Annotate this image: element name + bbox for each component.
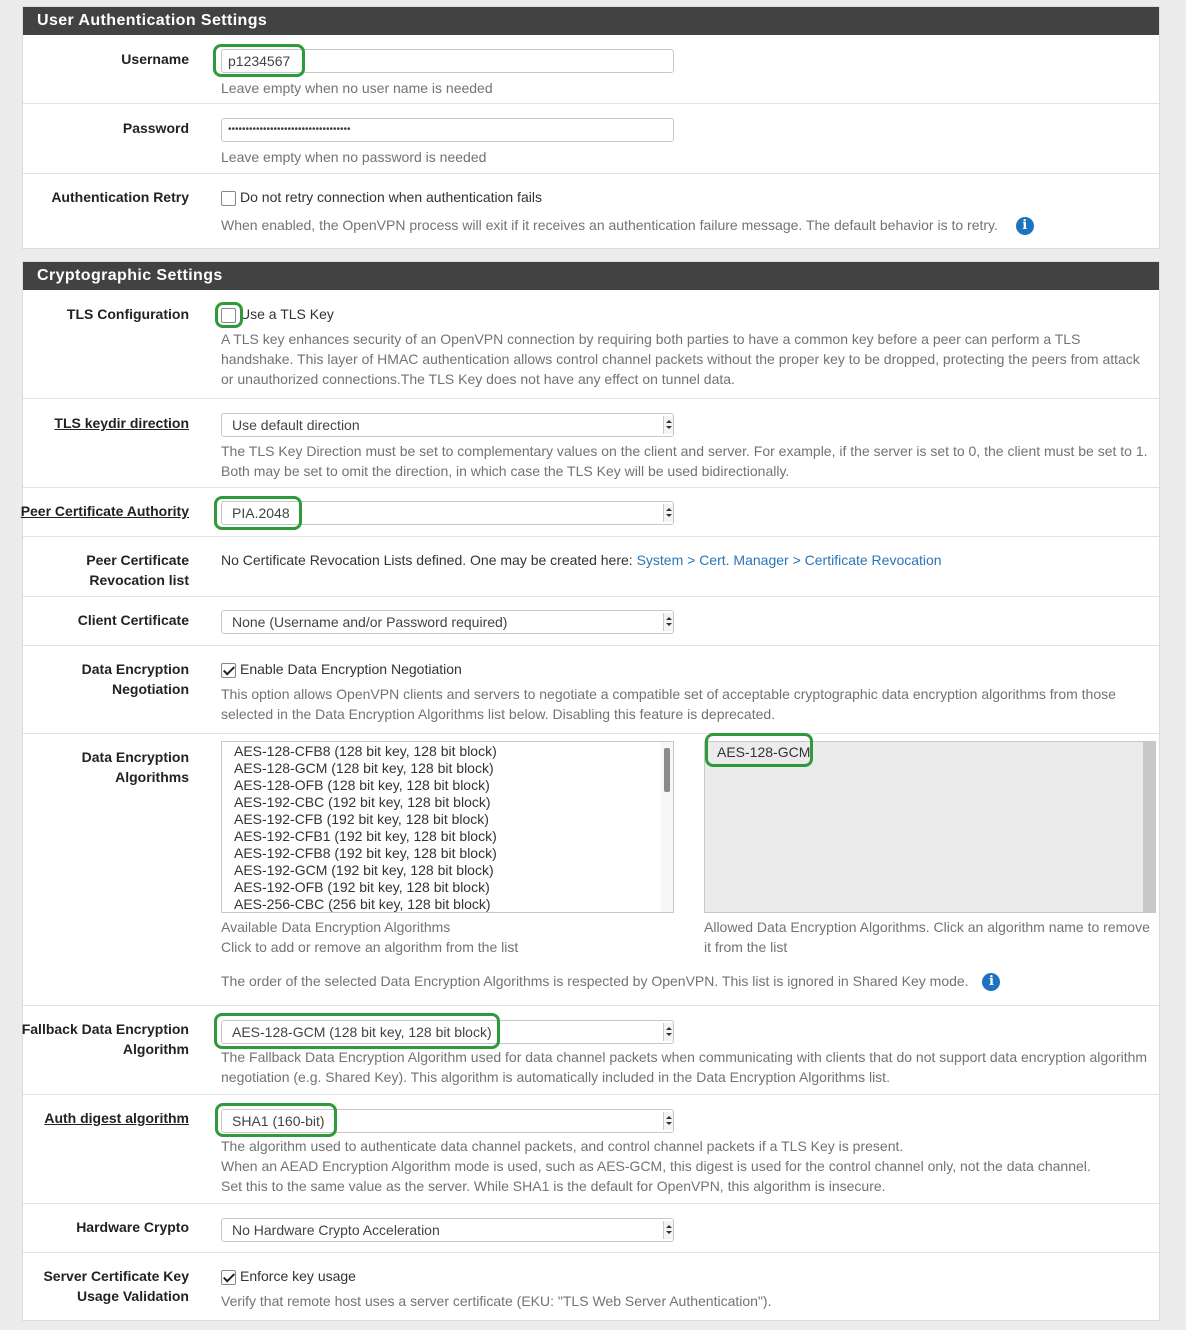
available-algorithm-option[interactable]: AES-192-CBC (192 bit key, 128 bit block) [234,794,491,810]
allowed-algorithms-list[interactable] [704,741,1156,913]
server-cert-eku-label-line1: Server Certificate Key [43,1268,189,1284]
fallback-alg-row [23,1006,1159,1095]
client-cert-selected: None (Username and/or Password required) [232,614,508,630]
available-help-1: Available Data Encryption Algorithms [221,919,451,935]
available-algorithm-option[interactable]: AES-192-CFB8 (192 bit key, 128 bit block) [234,845,497,861]
peer-crl-row [23,537,1159,597]
data-enc-neg-checkbox-line [221,659,1153,679]
auth-retry-help: When enabled, the OpenVPN process will exit if it receives an authentication failure message. The default behavior is to retry. [221,217,998,233]
server-cert-eku-label-line2: Usage Validation [76,1288,189,1304]
fallback-alg-label [14,1019,189,1059]
fallback-alg-label-line1: Fallback Data Encryption [21,1021,189,1037]
select-arrow-icon [663,613,673,631]
tls-key-checkbox-label: Use a TLS Key [240,306,334,322]
password-help: Leave empty when no password is needed [221,149,487,165]
peer-ca-row [20,488,1159,537]
select-arrow-icon [663,416,673,434]
auth-digest-row [23,1095,1159,1204]
peer-crl-label [19,550,189,590]
auth-digest-selected: SHA1 (160-bit) [232,1113,325,1129]
password-input[interactable]: ••••••••••••••••••••••••••••••••••• [221,118,674,142]
crypto-panel-title: Cryptographic Settings [23,262,1159,290]
data-enc-neg-checkbox[interactable] [221,663,236,678]
crypto-panel [22,261,1160,1321]
allowed-list-scrollbar [1143,742,1155,912]
data-enc-algs-label-line2: Algorithms [115,769,189,785]
username-row [23,35,1159,104]
fallback-alg-selected: AES-128-GCM (128 bit key, 128 bit block) [232,1024,492,1040]
tls-keydir-selected: Use default direction [232,417,360,433]
enforce-key-usage-checkbox[interactable] [221,1270,236,1285]
auth-retry-help-line [221,215,1153,235]
select-arrow-icon [663,1112,673,1130]
hw-crypto-label: Hardware Crypto [76,1219,189,1235]
tls-config-label: TLS Configuration [66,306,189,322]
auth-retry-checkbox[interactable] [221,191,236,206]
fallback-alg-help: The Fallback Data Encryption Algorithm used for data channel packets when communicating with clients that do not support data encryption algorithm negotiation (e.g. Shared Key). This algorithm is automatically included in the Data Encryption Algorithms list. [221,1049,1148,1085]
server-cert-eku-checkbox-line [221,1266,1153,1286]
tls-key-checkbox[interactable] [221,308,236,323]
data-enc-neg-help: This option allows OpenVPN clients and servers to negotiate a compatible set of acceptable cryptographic data encryption algorithms from those selected in the Data Encryption Algorithms list below. Disabling this feature is deprecated. [221,686,1116,722]
user-auth-panel [22,6,1160,249]
auth-digest-help-2: When an AEAD Encryption Algorithm mode is used, such as AES-GCM, this digest is used for the control channel only, not the data channel. [221,1158,1091,1174]
data-enc-algs-label [19,747,189,787]
available-algorithms-list[interactable] [221,741,674,913]
auth-retry-checkbox-line [221,187,1153,207]
data-enc-neg-checkbox-label: Enable Data Encryption Negotiation [240,661,462,677]
tls-keydir-help: The TLS Key Direction must be set to complementary values on the client and server. For example, if the server is set to 0, the client must be set to 1. Both may be set to omit the direction, in which case the TLS Key will be used bidirectionally. [221,443,1148,479]
allowed-algorithm-option[interactable]: AES-128-GCM [717,744,811,760]
select-arrow-icon [663,504,673,522]
peer-crl-text-line [221,550,1153,570]
username-label: Username [121,51,189,67]
tls-keydir-label[interactable]: TLS keydir direction [54,415,189,431]
auth-digest-help-1: The algorithm used to authenticate data channel packets, and control channel packets if a TLS Key is present. [221,1138,904,1154]
auth-retry-row [23,174,1159,250]
peer-ca-selected: PIA.2048 [232,505,290,521]
client-cert-select[interactable] [221,610,674,634]
auth-retry-checkbox-label: Do not retry connection when authentication fails [240,189,542,205]
hw-crypto-selected: No Hardware Crypto Acceleration [232,1222,440,1238]
allowed-algorithms-options [705,743,1155,761]
data-enc-algs-row [23,734,1159,1006]
password-label: Password [122,120,189,136]
server-cert-eku-label [19,1266,189,1306]
data-enc-neg-row [23,646,1159,734]
data-enc-neg-label-line1: Data Encryption [81,661,189,677]
password-row [23,104,1159,174]
peer-ca-select[interactable] [221,501,674,525]
enforce-key-usage-label: Enforce key usage [240,1268,356,1284]
available-list-scrollbar[interactable] [661,742,673,912]
available-algorithm-option[interactable]: AES-192-OFB (192 bit key, 128 bit block) [234,879,490,895]
data-enc-neg-label-line2: Negotiation [112,681,189,697]
available-algorithm-option[interactable]: AES-128-CFB8 (128 bit key, 128 bit block) [234,743,497,759]
scrollbar-thumb[interactable] [664,748,670,792]
select-arrow-icon [663,1221,673,1239]
order-help-line [221,971,1153,991]
available-algorithm-option[interactable]: AES-192-CFB1 (192 bit key, 128 bit block) [234,828,497,844]
server-cert-eku-help: Verify that remote host uses a server certificate (EKU: "TLS Web Server Authentication"). [221,1293,772,1309]
auth-digest-label[interactable]: Auth digest algorithm [44,1110,189,1126]
cert-revocation-link[interactable]: System > Cert. Manager > Certificate Revocation [636,552,942,568]
username-help: Leave empty when no user name is needed [221,80,493,96]
tls-config-row [23,290,1159,399]
data-enc-neg-label [19,659,189,699]
info-icon[interactable]: i [982,973,1000,991]
hw-crypto-row [23,1204,1159,1253]
available-help-2: Click to add or remove an algorithm from the list [221,939,519,955]
data-enc-algs-label-line1: Data Encryption [81,749,189,765]
available-algorithm-option[interactable]: AES-128-GCM (128 bit key, 128 bit block) [234,760,494,776]
client-cert-label: Client Certificate [77,612,189,628]
info-icon[interactable]: i [1016,217,1034,235]
auth-digest-select[interactable] [221,1109,674,1133]
order-help: The order of the selected Data Encryption Algorithms is respected by OpenVPN. This list is ignored in Shared Key mode. [221,973,969,989]
server-cert-eku-row [23,1253,1159,1321]
tls-keydir-select[interactable] [221,413,674,437]
peer-crl-text: No Certificate Revocation Lists defined. One may be created here: [221,552,637,568]
select-arrow-icon [663,1023,673,1041]
fallback-alg-select[interactable] [221,1020,674,1044]
peer-ca-label[interactable]: Peer Certificate Authority [20,503,189,519]
available-algorithms-options [222,743,673,913]
available-algorithm-option[interactable]: AES-256-CBC (256 bit key, 128 bit block) [234,896,491,912]
client-cert-row [23,597,1159,646]
available-algorithm-option[interactable]: AES-192-GCM (192 bit key, 128 bit block) [234,862,494,878]
peer-crl-label-line1: Peer Certificate [86,552,189,568]
fallback-alg-label-line2: Algorithm [122,1041,189,1057]
tls-config-checkbox-line [221,304,1153,324]
auth-retry-label: Authentication Retry [51,189,189,205]
available-algorithm-option[interactable]: AES-192-CFB (192 bit key, 128 bit block) [234,811,489,827]
allowed-help: Allowed Data Encryption Algorithms. Click an algorithm name to remove it from the list [704,919,1150,955]
available-algorithm-option[interactable]: AES-128-OFB (128 bit key, 128 bit block) [234,777,490,793]
tls-keydir-row [23,399,1159,488]
hw-crypto-select[interactable] [221,1218,674,1242]
username-input[interactable]: p1234567 [221,49,674,73]
auth-digest-help-3: Set this to the same value as the server. While SHA1 is the default for OpenVPN, this algorithm is insecure. [221,1178,886,1194]
peer-crl-label-line2: Revocation list [89,572,189,588]
user-auth-panel-title: User Authentication Settings [23,7,1159,35]
tls-config-help: A TLS key enhances security of an OpenVPN connection by requiring both parties to have a common key before a peer can perform a TLS handshake. This layer of HMAC authentication allows control channel packets without the proper key to be dropped, protecting the peers from attack or unauthorized connections.The TLS Key does not have any effect on tunnel data. [221,331,1140,387]
